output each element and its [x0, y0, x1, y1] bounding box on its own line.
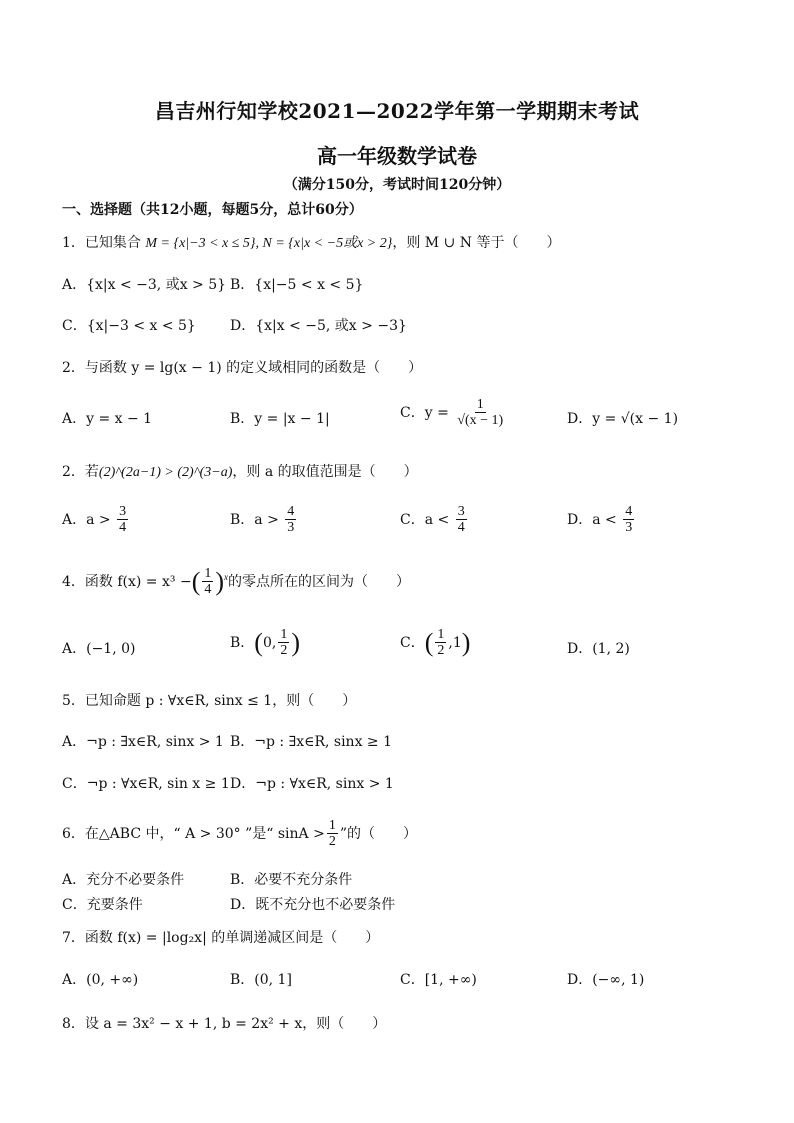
q1-option-c: C．{x|−3 < x < 5} [62, 318, 196, 334]
q7-option-d: D．(−∞, 1) [567, 972, 645, 988]
q4-option-b: B．(0, $\frac{1}{2}$ ) [230, 627, 300, 659]
q3-d-label: D．a < [567, 511, 617, 528]
q3-c-den: 4 [457, 520, 465, 536]
q3-a-label: A．a > [62, 511, 111, 528]
q3-b-fraction [285, 504, 296, 536]
q6-option-d: D．既不充分也不必要条件 [230, 897, 396, 913]
q4-den: 4 [204, 582, 212, 598]
q4-fraction [202, 566, 213, 598]
q4-c-rparen: ) [461, 627, 471, 657]
q5-option-d: D．¬p : ∀x∈R, sinx > 1 [230, 776, 394, 792]
q4-c-fraction [435, 627, 446, 659]
q3-suffix: ，则 a 的取值范围是（ ） [232, 464, 418, 480]
q4-c-lparen: ( [424, 627, 434, 657]
q3-c-label: C．a < [400, 511, 450, 528]
q3-option-d [567, 504, 636, 536]
q4-b-rparen: ) [291, 627, 300, 657]
q5-option-a: A．¬p : ∃x∈R, sinx > 1 [62, 734, 224, 750]
q2-c-denominator: √(x − 1) [457, 413, 504, 429]
q1-option-a: A．{x|x < −3, 或x > 5} [62, 277, 227, 293]
q6-fraction [327, 818, 338, 850]
q6-option-c: C．充要条件 [62, 897, 143, 913]
q4-left-paren: ( [191, 566, 201, 596]
q4-c-den: 2 [437, 643, 445, 659]
q2-c-numerator: 1 [476, 397, 484, 412]
q4-option-d: D．(1, 2) [567, 641, 630, 657]
q2-option-a: A．y = x − 1 [62, 411, 153, 427]
q3-a-num: 3 [119, 504, 127, 519]
q3-option-a [62, 504, 130, 536]
q4-c-num: 1 [437, 627, 445, 642]
q4-option-c: C．( $\frac{1}{2}$ ,1) [400, 627, 471, 659]
q3-c-num: 3 [457, 504, 465, 519]
exam-subtitle: 高一年级数学试卷 [317, 144, 477, 168]
q3-math: (2)^(2a−1) > (2)^(3−a) [98, 465, 233, 480]
q4-b-num: 1 [280, 627, 288, 642]
q5-option-b: B．¬p : ∃x∈R, sinx ≥ 1 [230, 734, 393, 750]
q4-b-label: B． [230, 634, 255, 651]
q4-num: 1 [204, 566, 212, 581]
q4-b-lparen: ( [254, 627, 263, 657]
q3-d-num: 4 [625, 504, 633, 519]
q1-prefix: 1．已知集合 [62, 235, 146, 251]
q2-option-b: B．y = |x − 1| [230, 411, 330, 427]
q3-prefix: 2．若 [62, 464, 99, 480]
question-4 [62, 566, 410, 598]
question-6 [62, 818, 417, 850]
question-3 [62, 461, 418, 481]
q3-a-den: 4 [119, 520, 127, 536]
q3-option-c [400, 504, 469, 536]
exam-note: （满分150分，考试时间120分钟） [283, 177, 511, 193]
question-5: 5．已知命题 p : ∀x∈R, sinx ≤ 1，则（ ） [62, 693, 357, 709]
section-heading: 一、选择题（共12小题，每题5分，总计60分） [62, 202, 363, 218]
q4-right-paren: ) [215, 566, 225, 596]
q2-option-c-fraction [455, 397, 505, 429]
q7-option-c: C．[1, +∞) [400, 972, 477, 988]
q5-option-c: C．¬p : ∀x∈R, sin x ≥ 1 [62, 776, 230, 792]
q3-b-label: B．a > [230, 511, 279, 528]
q4-c-label: C． [400, 634, 425, 651]
q7-option-b: B．(0, 1] [230, 972, 292, 988]
q6-suffix: ”的（ ） [339, 825, 418, 842]
q3-d-den: 3 [625, 520, 633, 536]
q6-option-b: B．必要不充分条件 [230, 872, 353, 888]
q3-b-num: 4 [287, 504, 295, 519]
q4-prefix: 4．函数 f(x) = x³ − [62, 573, 192, 590]
q4-suffix: 的零点所在的区间为（ ） [228, 573, 411, 590]
q6-option-a: A．充分不必要条件 [62, 872, 185, 888]
q3-option-b [230, 504, 298, 536]
q3-d-fraction [623, 504, 634, 536]
q1-option-b: B．{x|−5 < x < 5} [230, 277, 364, 293]
q4-b-fraction [278, 627, 289, 659]
q6-num: 1 [328, 818, 336, 833]
question-2: 2．与函数 y = lg(x − 1) 的定义域相同的函数是（ ） [62, 360, 423, 376]
q4-option-a: A．(−1, 0) [62, 641, 136, 657]
q3-b-den: 3 [287, 520, 295, 536]
q2-option-c [400, 397, 507, 429]
q6-prefix: 6．在△ABC 中，“ A > 30° ”是“ sinA > [62, 825, 325, 842]
q2-option-d: D．y = √(x − 1) [567, 411, 679, 427]
q6-den: 2 [328, 834, 336, 850]
question-1 [62, 232, 560, 252]
q1-suffix: ，则 M ∪ N 等于（ ） [392, 235, 561, 251]
q4-b-den: 2 [280, 643, 288, 659]
q7-option-a: A．(0, +∞) [62, 972, 139, 988]
q1-option-d: D．{x|x < −5, 或x > −3} [230, 318, 407, 334]
q1-math: M = {x|−3 < x ≤ 5}, N = {x|x < −5或x > 2} [145, 236, 393, 251]
q4-exponent: x [224, 572, 229, 583]
q2-option-c-label: C．y = [400, 404, 449, 421]
question-8: 8．设 a = 3x² − x + 1, b = 2x² + x，则（ ） [62, 1016, 387, 1032]
exam-title: 昌吉州行知学校2021—2022学年第一学期期末考试 [154, 99, 640, 123]
q3-a-fraction [117, 504, 128, 536]
q3-c-fraction [456, 504, 467, 536]
question-7: 7．函数 f(x) = |log₂x| 的单调递减区间是（ ） [62, 930, 380, 946]
